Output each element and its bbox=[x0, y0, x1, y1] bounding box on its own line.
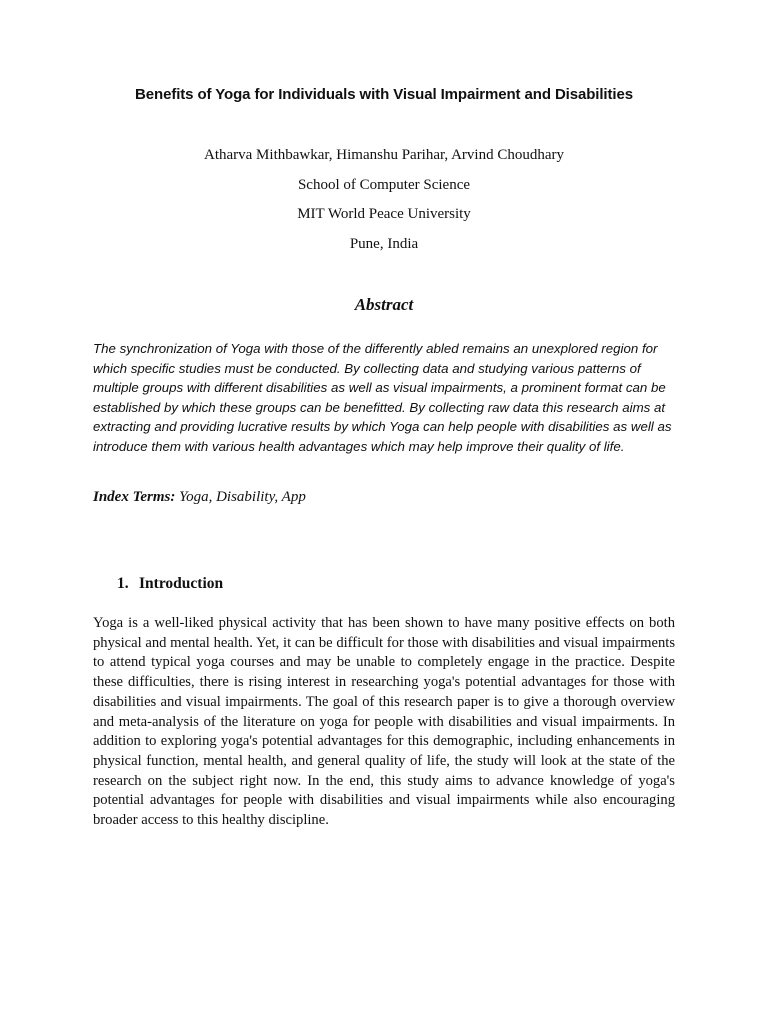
author-list: Atharva Mithbawkar, Himanshu Parihar, Arvind Choudhary bbox=[204, 147, 564, 163]
author-school: School of Computer Science bbox=[297, 177, 471, 193]
section-title: Introduction bbox=[139, 575, 224, 592]
index-terms-label: Index Terms: bbox=[93, 489, 176, 505]
abstract-heading: Abstract bbox=[354, 295, 414, 314]
section-heading-introduction bbox=[117, 575, 223, 593]
section-number: 1. bbox=[117, 575, 129, 592]
index-terms-values: Yoga, Disability, App bbox=[179, 489, 306, 505]
author-university: MIT World Peace University bbox=[297, 206, 471, 222]
abstract-text: The synchronization of Yoga with those of the differently abled remains an unexplored region for which specific studies must be conducted. By collecting data and studying various patterns of multiple groups with different disabilities as well as visual impairments, a prominent format can be established by which these groups can be benefitted. By collecting raw data this research aims at extracting and providing lucrative results by which Yoga can help people with disabilities as well as introduce them with various health advantages which may help improve their quality of life. bbox=[93, 341, 672, 454]
paper-title: Benefits of Yoga for Individuals with Visual Impairment and Disabilities bbox=[135, 86, 633, 103]
introduction-paragraph: Yoga is a well-liked physical activity that has been shown to have many positive effects on both physical and mental health. Yet, it can be difficult for those with disabilities and visual impairments to attend typical yoga courses and may be unable to completely engage in the practice. Despite these difficulties, there is rising interest in researching yoga's potential advantages for those with disabilities and visual impairments. The goal of this research paper is to give a thorough overview and meta-analysis of the literature on yoga for people with disabilities and visual impairments. In addition to exploring yoga's potential advantages for this demographic, including enhancements in physical function, mental health, and general quality of life, the study will look at the state of the research on the subject right now. In the end, this study aims to advance knowledge of yoga's potential advantages for people with disabilities and visual impairments while also encouraging broader access to this healthy discipline. bbox=[93, 615, 675, 829]
index-terms bbox=[93, 489, 683, 506]
author-location: Pune, India bbox=[349, 236, 419, 252]
